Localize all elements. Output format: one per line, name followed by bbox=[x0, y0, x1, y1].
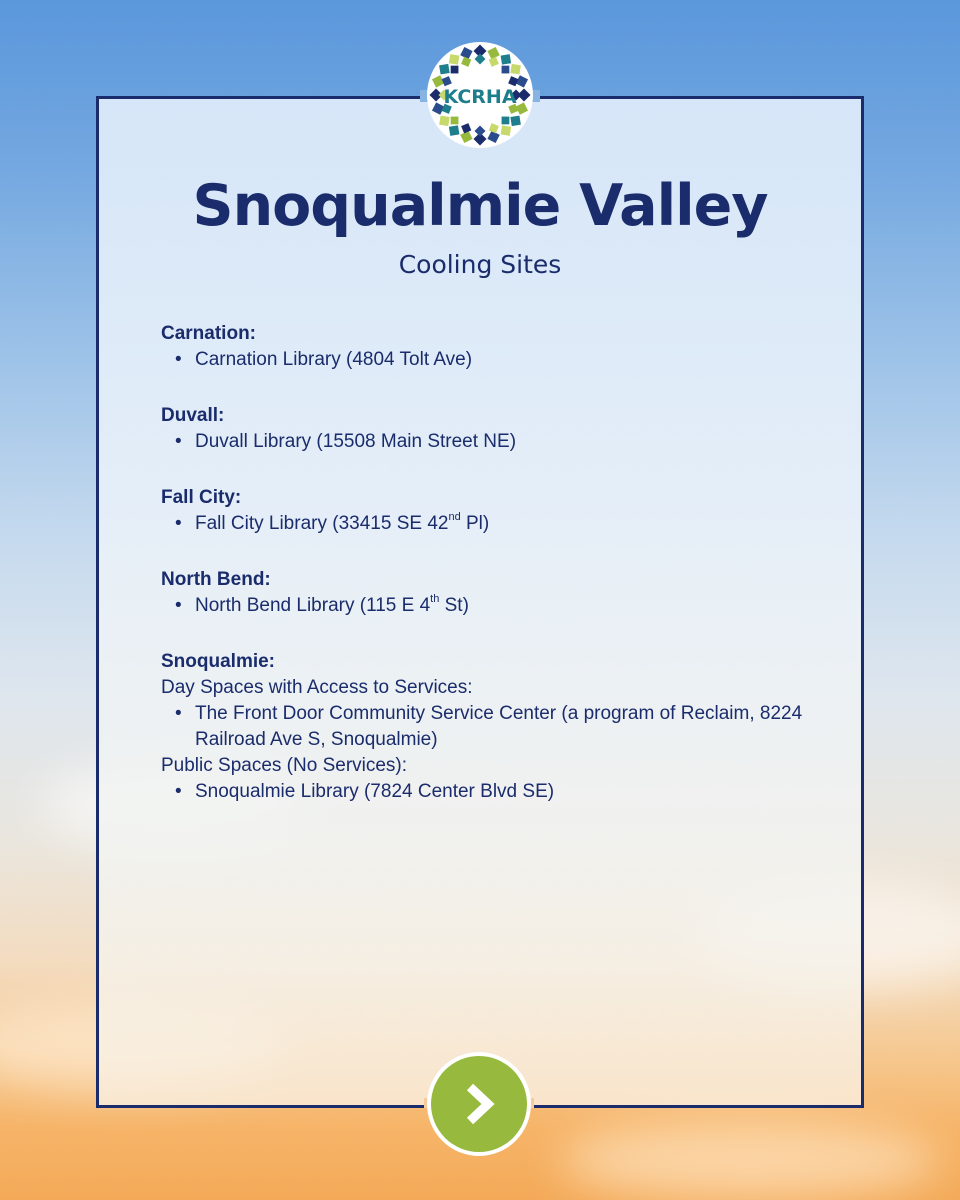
list-item: • The Front Door Community Service Center (a program of Reclaim, 8224 Railroad Ave S, Snoqualmie) bbox=[195, 701, 811, 753]
section-heading: Duvall: bbox=[161, 405, 225, 426]
list-item: • Carnation Library (4804 Tolt Ave) bbox=[195, 347, 811, 373]
section-fall-city bbox=[161, 485, 811, 537]
next-button[interactable] bbox=[427, 1052, 531, 1156]
item-text: St) bbox=[439, 595, 469, 616]
section-heading: Snoqualmie: bbox=[161, 651, 276, 672]
chevron-right-icon bbox=[456, 1081, 502, 1127]
page-title: Snoqualmie Valley bbox=[192, 173, 768, 239]
section-duvall bbox=[161, 403, 811, 455]
list-item: • Duvall Library (15508 Main Street NE) bbox=[195, 429, 811, 455]
site-items bbox=[161, 779, 811, 805]
list-item bbox=[195, 511, 811, 537]
logo-text: KCRHA bbox=[443, 86, 517, 108]
ordinal-suffix: nd bbox=[448, 510, 461, 523]
item-text: Pl) bbox=[460, 513, 490, 534]
kcrha-logo bbox=[425, 40, 535, 150]
section-carnation bbox=[161, 321, 811, 373]
group-label: Public Spaces (No Services): bbox=[161, 755, 408, 776]
section-heading: Fall City: bbox=[161, 487, 242, 508]
section-north-bend bbox=[161, 567, 811, 619]
group-label: Day Spaces with Access to Services: bbox=[161, 677, 473, 698]
item-text: North Bend Library (115 E 4 bbox=[195, 595, 431, 616]
section-heading: Carnation: bbox=[161, 323, 256, 344]
logo-icon bbox=[425, 40, 535, 150]
site-items bbox=[161, 593, 811, 619]
ordinal-suffix: th bbox=[430, 592, 440, 605]
site-list bbox=[161, 321, 811, 835]
list-item: • Snoqualmie Library (7824 Center Blvd SE) bbox=[195, 779, 811, 805]
next-button-face[interactable] bbox=[431, 1056, 527, 1152]
site-items bbox=[161, 511, 811, 537]
site-items bbox=[161, 701, 811, 753]
item-text: Fall City Library (33415 SE 42 bbox=[195, 513, 449, 534]
list-item bbox=[195, 593, 811, 619]
site-items bbox=[161, 429, 811, 455]
section-heading: North Bend: bbox=[161, 569, 271, 590]
sky-cloud bbox=[560, 1120, 940, 1200]
page-subtitle: Cooling Sites bbox=[398, 250, 562, 279]
site-items bbox=[161, 347, 811, 373]
section-snoqualmie bbox=[161, 649, 811, 805]
